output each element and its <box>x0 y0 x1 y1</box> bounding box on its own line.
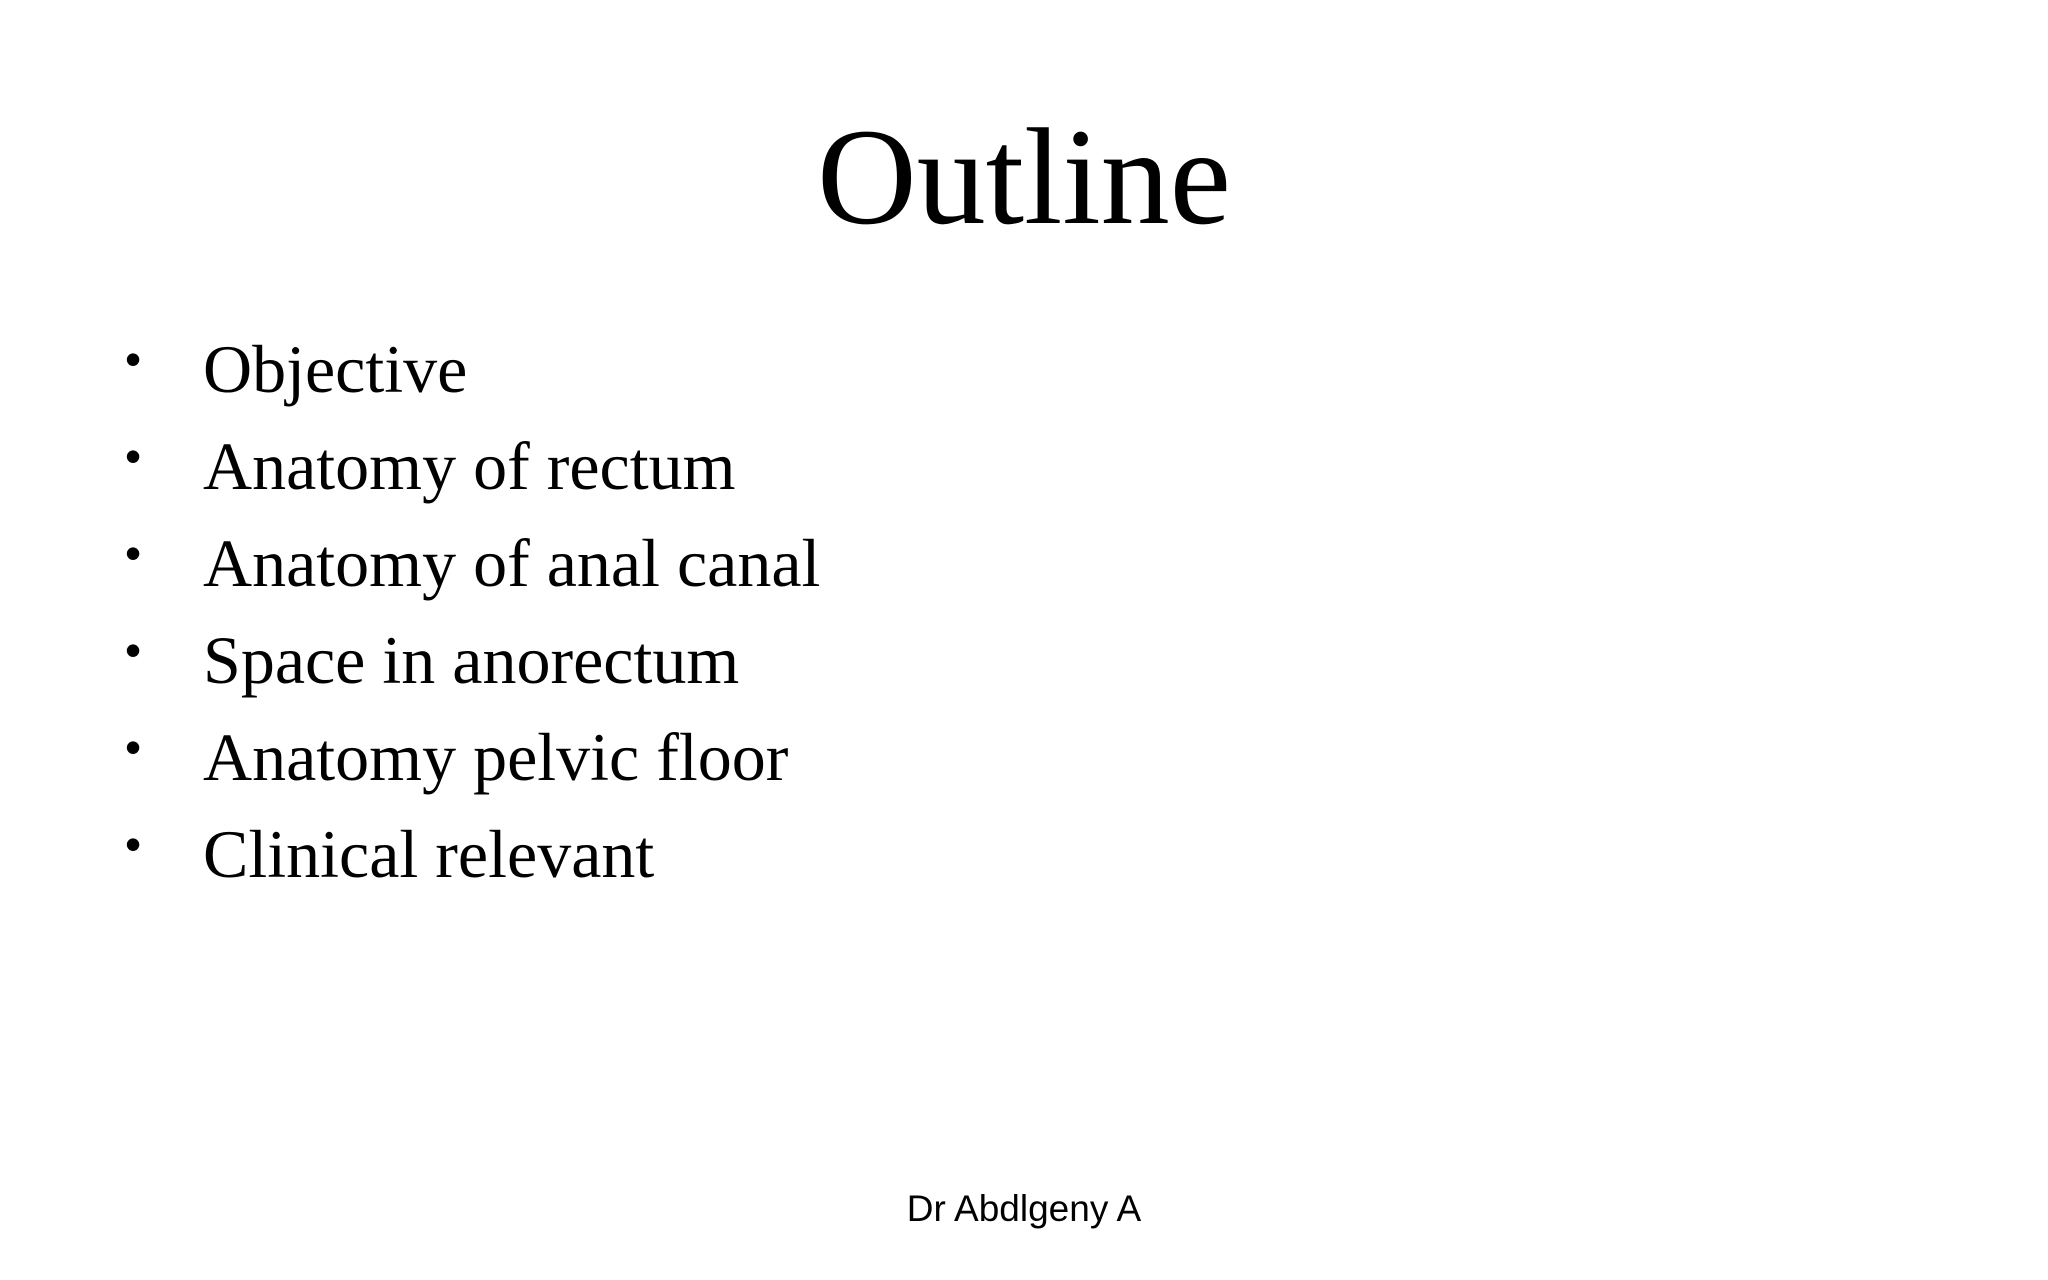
list-item <box>125 611 820 708</box>
bullet-icon: • <box>125 526 142 579</box>
list-item <box>125 514 820 611</box>
list-item <box>125 417 820 514</box>
bullet-icon: • <box>125 332 142 385</box>
slide-footer: Dr Abdlgeny A <box>906 1188 1142 1229</box>
list-item <box>125 708 820 805</box>
slide-title: Outline <box>817 100 1231 253</box>
bullet-text: Space in anorectum <box>203 621 740 698</box>
bullet-text: Objective <box>203 330 468 407</box>
bullet-text: Anatomy of anal canal <box>203 524 821 601</box>
bullet-icon: • <box>125 623 142 676</box>
list-item <box>125 805 820 902</box>
bullet-icon: • <box>125 817 142 870</box>
list-item <box>125 320 820 417</box>
bullet-text: Anatomy of rectum <box>203 427 736 504</box>
bullet-icon: • <box>125 429 142 482</box>
bullet-list <box>125 320 820 902</box>
bullet-text: Clinical relevant <box>203 815 655 892</box>
bullet-text: Anatomy pelvic floor <box>203 718 789 795</box>
bullet-icon: • <box>125 720 142 773</box>
